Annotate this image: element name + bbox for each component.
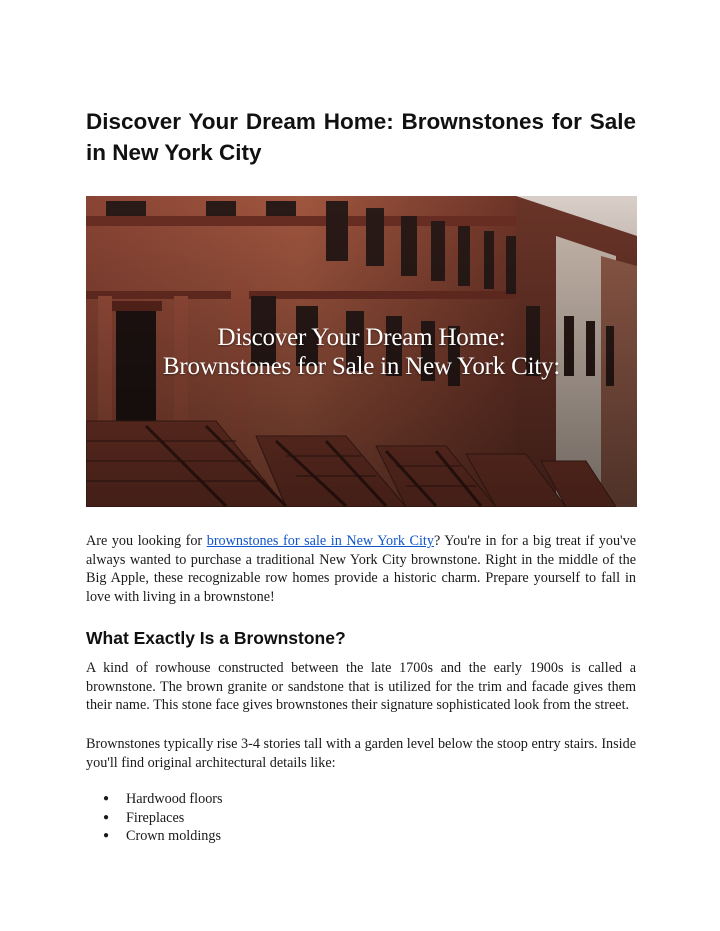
list-item-label: Hardwood floors: [126, 791, 223, 807]
list-item: [86, 827, 223, 846]
section-heading: What Exactly Is a Brownstone?: [86, 628, 346, 648]
brownstones-for-sale-link[interactable]: brownstones for sale in New York City: [206, 533, 434, 549]
list-item-label: Crown moldings: [126, 828, 221, 844]
hero-image: [86, 196, 637, 507]
bullet-icon: ●: [103, 793, 110, 804]
page-title: Discover Your Dream Home: Brownstones for Sale in New York City: [86, 109, 636, 165]
features-list: [86, 790, 223, 846]
hero-caption-line-1: Discover Your Dream Home:: [217, 324, 506, 351]
brownstone-details-paragraph: Brownstones typically rise 3-4 stories tall with a garden level below the stoop entry stairs. Inside you'll find original architectural details like:: [86, 736, 636, 771]
intro-text-after-link: ? You're in for a big treat if you've always wanted to purchase a traditional New York City brownstone. Right in the middle of the Big Apple, these recognizable row homes provide a historic charm. Prepare yourself to fall in love with living in a brownstone!: [86, 533, 636, 605]
intro-text-before-link: Are you looking for: [86, 533, 207, 549]
list-item: [86, 790, 223, 809]
list-item-label: Fireplaces: [126, 809, 185, 826]
brownstone-definition-paragraph: A kind of rowhouse constructed between the late 1700s and the early 1900s is called a brownstone. The brown granite or sandstone that is utilized for the trim and facade gives them their name. This stone face gives brownstones their signature sophisticated look from the street.: [86, 660, 636, 713]
bullet-icon: ●: [103, 811, 110, 823]
list-item: [86, 809, 223, 828]
intro-paragraph: [86, 532, 636, 606]
bullet-icon: ●: [103, 830, 110, 841]
hero-caption-line-2: Brownstones for Sale in New York City:: [162, 353, 561, 380]
hero-image-caption: [86, 323, 637, 381]
